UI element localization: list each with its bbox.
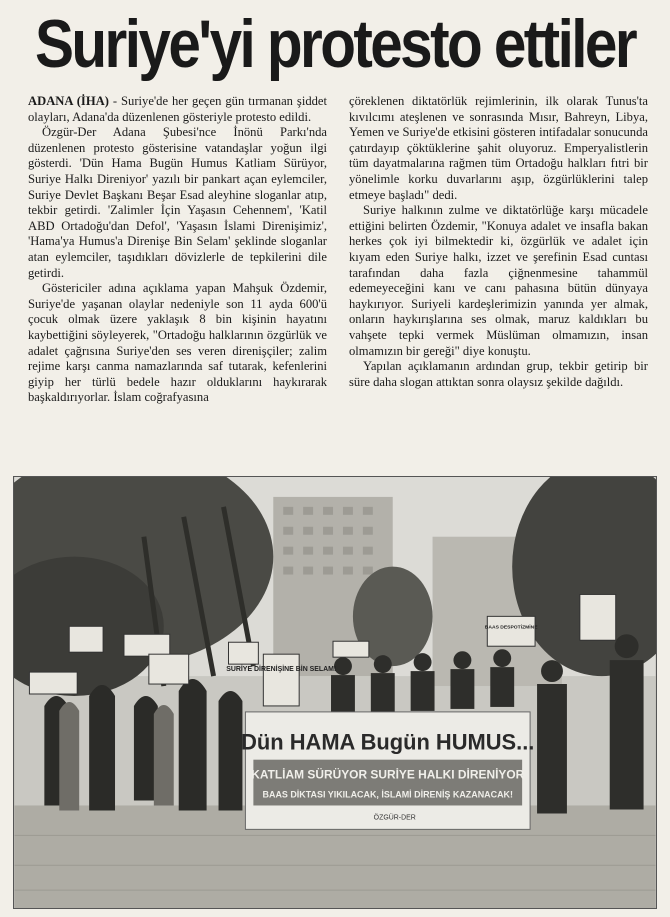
protest-photo-illustration <box>14 477 656 908</box>
column-right <box>349 94 648 466</box>
banner-line-baas: BAAS DİKTASI YIKILACAK, İSLAMİ DİRENİŞ KAZANACAK! <box>262 789 513 800</box>
paragraph: çöreklenen diktatörlük rejimlerinin, ilk olarak Tunus'ta kıvılcımı ateşlenen ve sonrasında Mısır, Bahreyn, Libya, Yemen ve Suriye'de etkisini gösteren intifadalar sonucunda çatırdayıp çöktüklerine şahit oluyoruz. Emperyalistlerin tüm dayatmalarına rağmen tüm Ortadoğu halkları fıtri bir yönelimle korku duvarlarını aşıp, özgürlüklerini talep etmeye başladı" dedi. <box>349 94 648 202</box>
paragraph: Özgür-Der Adana Şubesi'nce İnönü Parkı'nda düzenlenen protesto gösterisine vatandaşlar yoğun ilgi gösterdi. 'Dün Hama Bugün Humus Katliam Sürüyor, Suriye Halkı Direniyor' yazılı bir pankart açan eylemciler, Suriye Devlet Başkanı Beşar Esad aleyhine sloganlar atıp, tekbir getirdi. 'Zalimler İçin Yaşasın Cehennem', 'Katil ABD Ortadoğu'dan Defol', 'Yaşasın İslami Direnişimiz', 'Hama'ya Humus'a Direnişe Bin Selam' şeklinde sloganlar atan eylemciler, taşıdıkları dövizlerle de tepkilerini dile getirdi. <box>28 125 327 280</box>
paragraph-text: - Suriye'de her geçen gün tırmanan şiddet olayları, Adana'da düzenlenen gösteriyle protesto edildi. <box>28 94 328 124</box>
paragraph: Göstericiler adına açıklama yapan Mahşuk Özdemir, Suriye'de yaşanan olaylar nedeniyle son 11 ayda 600'ü çocuk olmak üzere yaklaşık 8 bin kişinin hayatını kaybettiğini söyleyerek, "Ortadoğu halklarının özgürlük ve adalet çağrısına Suriye'den ses veren direnişçiler; zalim rejime karşı canma namazlarında saf tutarak, kefenlerini giyip her türlü bedele hazır olduklarını haykırarak başkaldırıyorlar. İslam coğrafyasına <box>28 281 327 405</box>
column-left <box>28 94 327 466</box>
byline: ADANA (İHA) <box>28 94 109 108</box>
headline: Suriye'yi protesto ettiler <box>34 6 636 82</box>
center-sign-text: SURİYE DİRENİŞİNE BİN SELAM! <box>226 666 337 674</box>
paragraph: Yapılan açıklamanın ardından grup, tekbir getirip bir süre daha slogan attıktan sonra olaysız şekilde dağıldı. <box>349 359 648 389</box>
banner-headline: Dün HAMA Bugün HUMUS... <box>241 729 535 755</box>
banner-org: ÖZGÜR-DER <box>373 814 416 822</box>
protest-photo <box>13 476 657 909</box>
paragraph: Suriye halkının zulme ve diktatörlüğe karşı mücadele ettiğini belirten Özdemir, "Konuya adalet ve insafla bakan herkes çok iyi bilmektedir ki, özgürlük ve adalet için kıyam eden Suriye halkı, izzet ve şerefinin Esad cuntası tarafından daha fazla çiğnenmesine tahammül edemeyeceğini kanı ve canı pahasına bütün dünyaya haykırıyor. Suriyeli kardeşlerimizin yanında yer almak, onların haykırışlarına ses olmak, maruz kaldıkları bu vahşete tepki vermek Müslüman olmamızın, insan olmamızın bir gereği" diye konuştu. <box>349 203 648 358</box>
banner-line-katliam: KATLİAM SÜRÜYOR SURİYE HALKI DİRENİYOR <box>251 767 525 782</box>
baas-sign-text: BAAS DESPOTİZMİNE <box>484 625 538 631</box>
article-body <box>28 94 648 466</box>
paragraph <box>28 94 327 125</box>
